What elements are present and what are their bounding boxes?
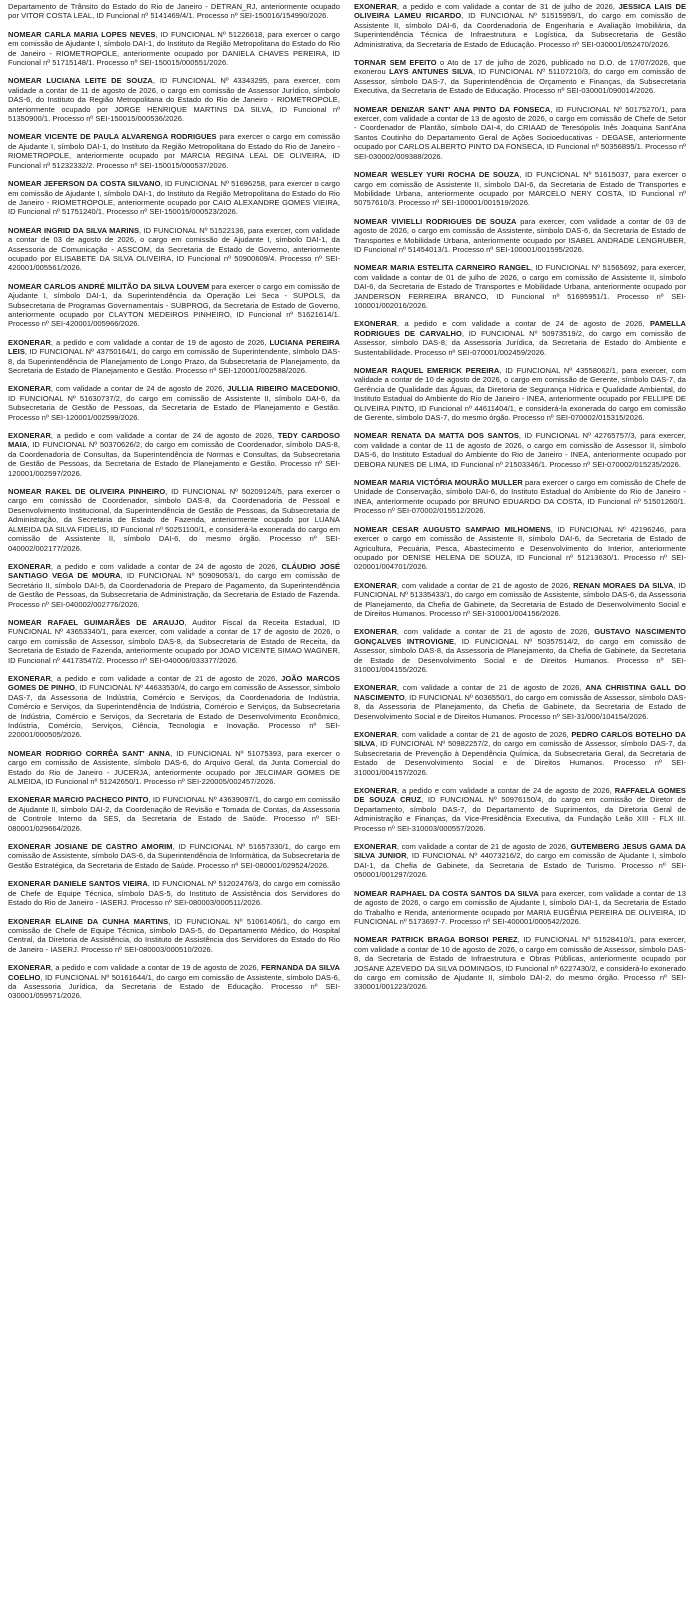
person-name: JOÃO MARCOS GOMES DE PINHO [8,673,340,693]
act-text: para exercer o cargo em comissão de Ajudante I, símbolo DAI-1, do Instituto da Região Metropolitana do Estado do Rio de Janeiro - RIOMETROPOLE, anteriormente ocupado por MARCIA REGINA LEAL DE OLIVEIRA, ID Funcional nº 51232332/2. Processo nº SEI-150015/000537/2026. [8,132,341,170]
act-entry [8,674,340,740]
act-entry [354,786,686,833]
act-lead: EXONERAR [354,730,397,739]
act-lead: EXONERAR [8,963,51,973]
act-lead: NOMEAR PATRICK BRAGA BORSOI PEREZ [354,935,518,945]
act-text: , Auditor Fiscal da Receita Estadual, ID FUNCIONAL Nº 43653340/1, para exercer, com validade a contar de 17 de agosto de 2026, o cargo em comissão de Assessor, símbolo DAS-8, da Subsecretaria de Estado de Receita, da Secretaria de Estado de Fazenda, anteriormente ocupado por JOAO VICENTE SIMAO WAGNER, ID Funcional nº 44173547/2. Processo nº SEI-040006/033377/2026. [8,617,340,665]
act-lead: NOMEAR RAQUEL EMERICK PEREIRA [354,366,500,375]
act-entry [354,170,686,208]
act-text: , ID FUNCIONAL Nº 42765757/3, para exercer, com validade a contar de 11 de agosto de 2026, o cargo em comissão de Assessor II, símbolo DAS-6, do Instituto Estadual do Ambiente do Rio de Janeiro - INEA, anteriormente ocupado por DEBORA NUNES DE LIMA, ID Funcional nº 21503346/1. Processo nº SEI-070002/015235/2026. [354,431,686,469]
person-name: RENAN MORAES DA SILVA [573,580,674,590]
person-name: TEDY CARDOSO MAIA [8,431,340,450]
act-text: , ID FUNCIONAL Nº 51202476/3, do cargo em comissão de Chefe de Equipe Técnica, símbolo DAS-5, do Instituto de Assistência dos Servidores do Estado do Rio de Janeiro - IASERJ. Processo nº SEI-080003/000511/2026. [8,879,340,908]
act-lead: NOMEAR RENATA DA MATTA DOS SANTOS [354,431,519,441]
act-text: , ID FUNCIONAL Nº 51528410/1, para exercer, com validade a contar de 10 de agosto de 2026, o cargo em comissão de Assessor, símbolo DAS-8, da Secretaria de Estado de Infraestrutura e Obras Públicas, anteriormente ocupado por JOSANE AZEVEDO DA SILVA DOMINGOS, ID Funcional nº 6227430/2, e considerá-lo exonerado do cargo em comissão de Ajudante II, símbolo DAI-2, do mesmo órgão. Processo nº SEI-330001/001223/2026. [354,935,686,992]
act-preamble: , a pedido e com validade a contar de 24 de agosto de 2026, [396,786,615,796]
act-entry [354,2,686,49]
act-text: , ID FUNCIONAL Nº 50370626/2, do cargo em comissão de Coordenador, símbolo DAS-8, da Coordenadoria de Consultas, da Superintendência de Normas e Consultas, da Subsecretaria de Gestão de Pessoas, da Secretaria de Estado de Planejamento e Gestão. Processo nº SEI-120001/002597/2026. [8,440,340,478]
act-text: , ID FUNCIONAL Nº 43750164/1, do cargo em comissão de Superintendente, símbolo DAS-8, da Superintendência de Planejamento de Longo Prazo, da Subsecretaria de Planejamento, da Secretaria de Estado de Planejamento e Gestão. Processo nº SEI-120001/002588/2026. [8,347,340,375]
act-text: , ID FUNCIONAL Nº 50909053/1, do cargo em comissão de Secretário II, símbolo DAI-5, da Coordenadoria de Preparo de Pagamento, da Superintendência de Gestão de Pessoas, da Subsecretaria de Administração, da Secretaria de Estado de Fazenda. Processo nº SEI-040002/002776/2026. [8,571,340,609]
act-entry [354,525,686,572]
act-preamble: , com validade a contar de 24 de agosto de 2026, [50,384,228,394]
act-text: , ID FUNCIONAL Nº 51515959/1, do cargo em comissão de Assistente II, símbolo DAI-6, da Coordenadoria de Engenharia e Avaliação Imobiliária, da Superintendência Técnica de Infraestrutura e Logística, da Subsecretaria de Gestão Administrativa, da Secretaria de Estado de Educação. Processo nº SEI-030001/052470/2026. [354,11,686,49]
act-preamble: , a pedido e com validade a contar de 31 de julho de 2026, [396,2,619,11]
act-entry [354,478,686,516]
act-lead: NOMEAR VIVIELLI RODRIGUES DE SOUZA [354,216,517,226]
act-entry [8,487,340,553]
act-entry [8,842,340,870]
person-name: LAYS ANTUNES SILVA [389,67,474,77]
act-lead: EXONERAR DANIELE SANTOS VIEIRA [8,879,148,889]
act-lead: TORNAR SEM EFEITO [354,58,437,68]
act-text: , ID FUNCIONAL Nº 43343295, para exercer, com validade a contar de 11 de agosto de 2026, o cargo em comissão de Assessor Jurídico, símbolo DAS-6, do Instituto da Região Metropolitana do Estado do Rio de Janeiro - RIOMETROPOLE, anteriormente ocupado por JORGE HENRIQUE MARTINS DA SILVA, ID Funcional nº 51350900/1. Processo nº SEI-150015/000536/2026. [8,76,340,124]
person-name: ANA CHRISTINA GALL DO NASCIMENTO [354,683,686,702]
act-text: , ID FUNCIONAL Nº 51075393, para exercer o cargo em comissão de Assistente, símbolo DAS-6, do Arquivo Geral, da Junta Comercial do Estado do Rio de Janeiro - JUCERJA, anteriormente ocupado por JELCIMAR GOMES DE ALMEIDA, ID Funcional nº 51242650/1. Processo nº SEI-220005/002457/2026. [8,748,340,787]
act-entry [354,58,686,96]
act-entry [354,366,686,422]
act-text: , ID FUNCIONAL Nº 51226618, para exercer o cargo em comissão de Ajudante I, símbolo DAI-1, do Instituto da Região Metropolitana do Estado do Rio de Janeiro - RIOMETROPOLE, anteriormente ocupado por DANIELA CHAVES PEREIRA, ID Funcional nº 51715148/1. Processo nº SEI-150015/000551/2026. [8,29,340,68]
act-entry [8,2,340,21]
act-text: , ID FUNCIONAL Nº 50973519/2, do cargo em comissão de Assessor, símbolo DAS-8, da Assessoria Jurídica, da Secretaria de Estado do Ambiente e Sustentabilidade. Processo nº SEI-070001/002459/2026. [354,328,686,357]
act-entry [8,338,340,376]
act-text: , ID FUNCIONAL Nº 51696258, para exercer o cargo em comissão de Ajudante I, símbolo DAI-1, do Instituto da Região Metropolitana do Estado do Rio de Janeiro - RIOMETROPOLE, anteriormente ocupado por CAIO ALEXANDRE GOMES VIEIRA, ID Funcional nº 51751240/1. Processo nº SEI-150015/000523/2026. [8,179,340,217]
act-entry [354,263,686,310]
act-lead: NOMEAR WESLEY YURI ROCHA DE SOUZA [354,170,520,180]
act-entry [354,730,686,777]
act-lead: EXONERAR [354,580,397,590]
act-lead: NOMEAR DENIZAR SANT' ANA PINTO DA FONSECA [354,104,551,114]
act-text: , ID FUNCIONAL Nº 51630737/2, do cargo em comissão de Assistente II, símbolo DAI-6, da Subsecretaria de Gestão de Pessoas, da Secretaria de Estado de Planejamento e Gestão. Processo nº SEI-120001/002599/2026. [8,384,340,422]
act-text: , ID FUNCIONAL Nº 51335433/1, do cargo em comissão de Assistente, símbolo DAS-6, da Assessoria de Planejamento, da Chefia de Gabinete, da Secretaria de Estado de Desenvolvimento Social e de Direitos Humanos. Processo nº SEI-310001/004156/2026. [354,580,686,618]
act-text: , ID FUNCIONAL Nº 50357514/2, do cargo em comissão de Assessor, símbolo DAS-8, da Assessoria de Planejamento, da Chefia de Gabinete, da Secretaria de Estado de Desenvolvimento Social e de Direitos Humanos. Processo nº SEI-310001/004155/2026. [354,636,687,674]
person-name: LUCIANA PEREIRA LEIS [8,337,340,357]
act-preamble: , com validade a contar de 21 de agosto de 2026, [396,842,571,852]
act-entry [354,683,686,721]
act-preamble: , com validade a contar de 21 de agosto de 2026, [396,730,572,739]
act-text: , ID FUNCIONAL Nº 50209124/5, para exercer o cargo em comissão de Coordenador, símbolo DAS-8, da Coordenadoria de Pessoal e Desenvolvimento Institucional, da Superintendência de Gestão de Pessoas, da Subsecretaria de Administração, da Secretaria de Estado de Fazenda, anteriormente ocupado por LUANA ALMEIDA DA SILVA FIDELIS, ID Funcional nº 50251100/1, e considerá-la exonerada do cargo em comissão de Assistente II, símbolo DAI-6, do mesmo órgão. Processo nº SEI-040002/002177/2026. [8,487,340,553]
act-text: , ID FUNCIONAL Nº 50982257/2, do cargo em comissão de Assessor, símbolo DAS-7, da Subsecretaria de Prevenção à Dependência Química, da Subsecretaria Geral, da Secretaria de Estado de Desenvolvimento Social e de Direitos Humanos. Processo nº SEI-310001/004157/2026. [354,739,686,777]
act-lead: EXONERAR [8,431,51,441]
act-entry [8,30,340,68]
act-text: Departamento de Trânsito do Estado do Rio de Janeiro - DETRAN_RJ, anteriormente ocupado por VITOR COSTA LEAL, ID Funcional nº 5141469/4/1. Processo nº SEI-150016/154990/2026. [8,2,340,21]
act-entry [8,963,340,1001]
act-lead: NOMEAR JEFERSON DA COSTA SILVANO [8,179,161,189]
act-lead: EXONERAR ELAINE DA CUNHA MARTINS [8,916,169,926]
act-text: para exercer o cargo em comissão de Ajudante I, símbolo DAI-1, da Superintendência da Operação Lei Seca - SUPOLS, da Subsecretaria de Programas Governamentais - SUBPROG, da Secretaria de Estado de Governo, anteriormente ocupado por CLAYTON MEDEIROS PINHEIRO, ID Funcional nº 51621614/1. Processo nº SEI-420001/005966/2026. [8,281,341,329]
act-entry [8,917,340,955]
act-text: , ID FUNCIONAL Nº 42196246, para exercer o cargo em comissão de Assistente II, símbolo DAI-6, da Secretaria de Estado de Agricultura, Pecuária, Pesca, Abastecimento e Desenvolvimento do Interior, anteriormente ocupado por DENISE HELENA DE SOUZA, ID Funcional nº 51213630/1. Processo nº SEI-020001/004701/2026. [354,524,687,572]
person-name: JESSICA LAIS DE OLIVEIRA LAMEU RICARDO [354,2,686,21]
right-column [354,2,686,1600]
act-text: , ID FUNCIONAL Nº 44633530/4, do cargo em comissão de Assessor, símbolo DAS-7, da Assessoria de Indústria, Comércio e Serviços, da Coordenadoria de Indústria, Comércio e Serviços, da Superintendência de Indústria, Comércio e Serviços, da Subsecretaria de Indústria, Comércio e Serviços, da Secretaria de Estado de Desenvolvimento Econômico, Indústria, Comércio, Serviços, Ciência, Tecnologia e Inovação. Processo nº SEI-220001/000505/2026. [8,683,340,740]
act-lead: EXONERAR [354,842,397,852]
act-lead: EXONERAR [354,627,397,637]
act-entry [354,627,686,674]
act-lead: NOMEAR RODRIGO CORRÊA SANT' ANNA [8,748,171,758]
act-preamble: , a pedido e com validade a contar de 24 de agosto de 2026, [396,319,650,329]
act-lead: EXONERAR [8,673,51,683]
act-preamble: , com validade a contar de 21 de agosto de 2026, [396,580,574,590]
act-lead: NOMEAR CARLOS ANDRÉ MILITÃO DA SILVA LOUVEM [8,281,210,291]
act-lead: EXONERAR [8,561,51,571]
act-entry [354,217,686,255]
act-lead: EXONERAR [354,786,397,796]
act-text: , ID FUNCIONAL Nº 51657330/1, do cargo em comissão de Assistente, símbolo DAS-6, da Superintendência de Informática, da Subsecretaria de Gestão Estratégica, da Secretaria de Estado de Saúde. Processo nº SEI-080001/029524/2026. [8,842,341,870]
act-lead: NOMEAR CESAR AUGUSTO SAMPAIO MILHOMENS [354,524,551,534]
act-entry [8,618,340,665]
person-name: PAMELLA RODRIGUES DE CARVALHO [354,319,686,338]
act-entry [8,179,340,217]
left-column [8,2,340,1600]
act-entry [8,226,340,273]
act-text: , ID FUNCIONAL Nº 43558062/1, para exercer, com validade a contar de 10 de agosto de 2026, o cargo em comissão de Gerente, símbolo DAS-7, da Gerência de Qualidade das Águas, da Diretoria de Segurança Hídrica e Qualidade Ambiental, do Instituto Estadual do Ambiente do Rio de Janeiro - INEA, anteriormente ocupado por FELLIPE DE OLIVEIRA PINTO, ID Funcional nº 44611404/1, e considerá-la exonerada do cargo em comissão de Gerente, símbolo DAS-7, do mesmo órgão. Processo nº SEI-070002/015315/2026. [354,366,686,423]
act-text: , ID FUNCIONAL Nº 50976150/4, do cargo em comissão de Diretor de Departamento, símbolo DAS-7, do Departamento de Suprimentos, da Diretoria Geral de Administração e Finanças, da Vice-Presidência Executiva, da Fundação Leão XIII - FLX III. Processo nº SEI-310003/000557/2026. [354,795,686,833]
act-lead: NOMEAR RAFAEL GUIMARÃES DE ARAUJO [8,617,185,627]
act-entry [8,795,340,833]
person-name: GUSTAVO NASCIMENTO GONÇALVES INTROVIGNE [354,627,686,646]
act-lead: EXONERAR [8,384,51,394]
act-text: , ID FUNCIONAL Nº 51565692, para exercer, com validade a contar de 01 de julho de 2026, o cargo em comissão de Assistente II, símbolo DAI-6, da Secretaria de Estado de Transportes e Mobilidade Urbana, anteriormente ocupado por JANDERSON FERREIRA BRANCO, ID Funcional nº 51695951/1. Processo nº SEI-100001/002016/2026. [354,263,686,310]
act-preamble: o Ato de 17 de julho de 2026, publicado no D.O. de 17/07/2026, que exonerou [354,58,686,77]
act-lead: EXONERAR MARCIO PACHECO PINTO [8,795,149,805]
act-text: , ID FUNCIONAL Nº 44073216/2, do cargo em comissão de Ajudante I, símbolo DAI-1, da Chefia de Gabinete, da Secretaria de Estado de Turismo. Processo nº SEI-050001/001297/2026. [354,851,686,880]
act-preamble: , com validade a contar de 21 de agosto de 2026, [396,683,586,693]
act-entry [8,132,340,170]
act-text: , ID FUNCIONAL Nº 51061406/1, do cargo em comissão de Chefe de Equipe Técnica, símbolo DAS-5, do Departamento Médico, do Hospital Central, da Diretoria de Assistência, do Instituto de Assistência dos Servidores do Estado do Rio de Janeiro - IASERJ. Processo nº SEI-080003/000510/2026. [8,916,340,954]
act-entry [354,935,686,991]
act-lead: NOMEAR CARLA MARIA LOPES NEVES [8,29,156,39]
act-text: , ID FUNCIONAL Nº 51107210/3, do cargo em comissão de Assessor, símbolo DAS-7, da Superintendência de Orçamento e Finanças, da Subsecretaria Executiva, da Secretaria de Estado de Educação. Processo nº SEI-030001/090014/2026. [354,67,686,96]
person-name: JULLIA RIBEIRO MACEDONIO [227,384,338,394]
act-preamble: , a pedido e com validade a contar de 21 de agosto de 2026, [50,673,282,683]
act-text: , ID FUNCIONAL Nº 51522136, para exercer, com validade a contar de 03 de agosto de 2026, o cargo em comissão de Ajudante I, símbolo DAI-1, da Assessoria de Comunicação - ASSCOM, da Secretaria de Estado de Governo, anteriormente ocupado por ELISABETE DA SILVA OLIVEIRA, ID Funcional nº 50900609/4. Processo nº SEI-420001/005561/2026. [8,225,341,273]
act-text: , ID FUNCIONAL Nº 50175270/1, para exercer, com validade a contar de 13 de agosto de 2026, o cargo em comissão de Chefe de Setor - Coordenador de Plantão, símbolo DAI-4, do CRIAAD de Teresópolis Inês Joaquina Sant'Ana Santos Coutinho do Departamento Geral de Ações Socioeducativas - DEGASE, anteriormente ocupado por CARLOS ALBERTO PINTO DA FONSECA, ID Funcional nº 50356895/1. Processo nº SEI-030002/009388/2026. [354,104,686,161]
act-text: para exercer o cargo em comissão de Chefe de Unidade de Conservação, símbolo DAI-6, do Instituto Estadual do Ambiente do Rio de Janeiro - INEA, anteriormente ocupado por BRUNO EDUARDO DA COSTA, ID Funcional nº 51501260/1. Processo nº SEI-070002/015512/2026. [354,478,686,516]
act-text: para exercer, com validade a contar de 03 de agosto de 2026, o cargo em comissão de Assistente, símbolo DAS-6, da Secretaria de Estado de Transportes e Mobilidade Urbana, anteriormente ocupado por ISABEL ANDRADE LENGRUBER, ID Funcional nº 51454013/1. Processo nº SEI-100001/001595/2026. [354,216,686,254]
act-text: , ID FUNCIONAL Nº 6036550/1, do cargo em comissão de Assessor, símbolo DAS-8, da Assessoria de Planejamento, da Chefia de Gabinete, da Secretaria de Estado de Desenvolvimento Social e de Direitos Humanos. Processo nº SEI-31/000/104154/2026. [354,692,686,721]
act-lead: NOMEAR LUCIANA LEITE DE SOUZA [8,76,153,86]
act-preamble: , a pedido e com validade a contar de 19 de agosto de 2026, [50,963,262,973]
act-text: , ID FUNCIONAL Nº 50161644/1, do cargo em comissão de Assistente, símbolo DAS-6, da Assessoria Jurídica, da Secretaria de Estado de Educação. Processo nº SEI-030001/059571/2026. [8,972,340,1001]
act-entry [8,76,340,123]
act-preamble: , com validade a contar de 21 de agosto de 2026, [396,627,595,637]
act-entry [8,562,340,609]
act-lead: NOMEAR MARIA VICTÓRIA MOURÃO MULLER [354,478,523,488]
act-lead: EXONERAR JOSIANE DE CASTRO AMORIM [8,842,173,852]
act-preamble: , a pedido e com validade a contar de 24 de agosto de 2026, [50,561,282,571]
act-lead: NOMEAR RAKEL DE OLIVEIRA PINHEIRO [8,487,166,497]
act-entry [8,749,340,787]
act-entry [354,842,686,880]
act-lead: EXONERAR [354,2,397,11]
act-lead: EXONERAR [354,319,397,329]
act-entry [354,319,686,357]
act-entry [8,282,340,329]
person-name: GUTEMBERG JESUS GAMA DA SILVA JUNIOR [354,842,687,861]
act-lead: NOMEAR RAPHAEL DA COSTA SANTOS DA SILVA [354,888,539,898]
person-name: CLÁUDIO JOSÉ SANTIAGO VEGA DE MOURA [8,561,340,581]
person-name: RAFFAELA GOMES DE SOUZA CRUZ [354,786,686,805]
act-lead: NOMEAR MARIA ESTELITA CARNEIRO RANGEL [354,263,531,273]
person-name: PEDRO CARLOS BOTELHO DA SILVA [354,730,686,749]
act-text: , ID FUNCIONAL Nº 43639097/1, do cargo em comissão de Ajudante II, símbolo DAI-2, da Coordenação de Revisão e Tomada de Contas, da Assessoria de Controle Interno da SES, da Secretaria de Estado de Saúde. Processo nº SEI-080001/029664/2026. [8,795,340,833]
act-entry [354,431,686,469]
act-entry [354,581,686,619]
person-name: FERNANDA DA SILVA COELHO [8,963,340,982]
act-entry [354,105,686,161]
act-entry [354,889,686,927]
act-lead: EXONERAR [354,683,397,693]
act-entry [8,879,340,907]
act-preamble: , a pedido e com validade a contar de 19 de agosto de 2026, [50,337,270,347]
act-preamble: , a pedido e com validade a contar de 24 de agosto de 2026, [50,431,278,441]
act-entry [8,431,340,478]
act-text: para exercer, com validade a contar de 13 de agosto de 2026, o cargo em comissão de Ajudante I, símbolo DAI-1, da Secretaria de Estado do Trabalho e Renda, anteriormente ocupado por MARIA EUGÊNIA PEREIRA DE OLIVEIRA, ID FUNCIONAL nº 5173697-7. Processo nº SEI-400001/000542/2026. [354,888,686,926]
act-lead: NOMEAR VICENTE DE PAULA ALVARENGA RODRIGUES [8,132,217,142]
act-text: , ID FUNCIONAL Nº 51615037, para exercer o cargo em comissão de Assistente II, símbolo DAI-6, da Secretaria de Estado de Transportes e Mobilidade Urbana, anteriormente ocupado por MARCELO NERY COSTA, ID Funcional nº 50757610/3. Processo nº SEI-100001/001519/2026. [354,170,686,208]
act-lead: NOMEAR INGRID DA SILVA MARINS [8,225,139,235]
act-entry [8,384,340,422]
act-lead: EXONERAR [8,337,51,347]
